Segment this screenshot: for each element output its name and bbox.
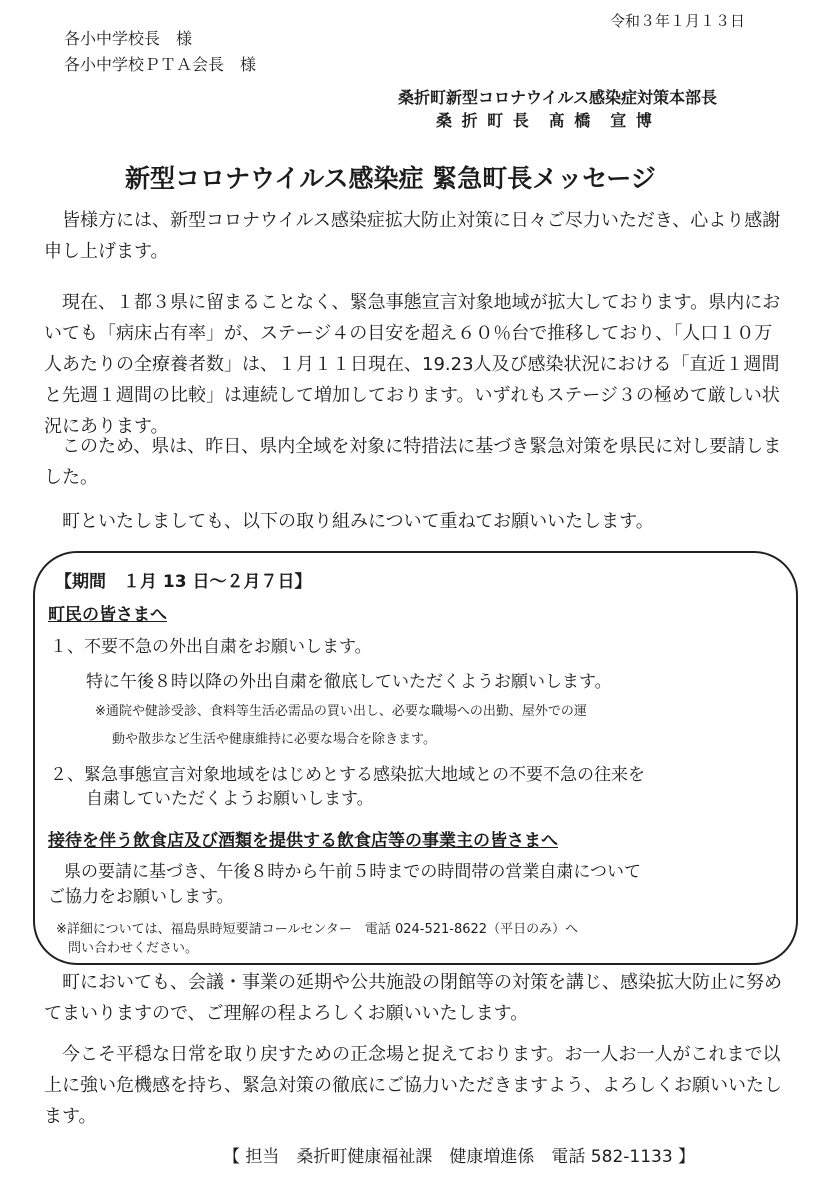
paragraph-town-request: 町といたしましても、以下の取り組みについて重ねてお願いいたします。 bbox=[62, 511, 654, 532]
business-note-cont: 問い合わせください。 bbox=[68, 941, 199, 956]
business-heading: 接待を伴う飲食店及び酒類を提供する飲食店等の事業主の皆さまへ bbox=[48, 831, 558, 851]
contact-info: 【 担当 桑折町健康福祉課 健康増進係 電話 582-1133 】 bbox=[223, 1147, 696, 1167]
paragraph-closing: 今こそ平穏な日常を取り戻すための正念場と捉えております。お一人お一人がこれまで以上に強い危機感を持ち、緊急対策の徹底にご協力いただきますよう、よろしくお願いいたします。 bbox=[44, 1044, 782, 1127]
sender-name: 桑 折 町 長 髙 橋 宣 博 bbox=[436, 111, 654, 130]
paragraph-gratitude: 皆様方には、新型コロナウイルス感染症拡大防止対策に日々ご尽力いただき、心より感謝申し上げます。 bbox=[44, 210, 781, 262]
document-title: 新型コロナウイルス感染症 緊急町長メッセージ bbox=[125, 164, 656, 193]
request-item-2-cont: 自粛していただくようお願いします。 bbox=[86, 789, 374, 809]
period-label: 【期間 １月 13 日～２月７日】 bbox=[55, 572, 312, 592]
sender-organization: 桑折町新型コロナウイルス感染症対策本部長 bbox=[398, 88, 718, 107]
paragraph-prefecture-request: このため、県は、昨日、県内全域を対象に特措法に基づき緊急対策を県民に対し要請しました。 bbox=[44, 436, 782, 488]
business-request: 県の要請に基づき、午後８時から午前５時までの時間帯の営業自粛について bbox=[64, 862, 641, 882]
recipient-pta: 各小中学校ＰＴＡ会長 様 bbox=[64, 55, 257, 74]
request-item-1: １、不要不急の外出自粛をお願いします。 bbox=[50, 637, 372, 657]
request-item-1-detail: 特に午後８時以降の外出自粛を徹底していただくようお願いします。 bbox=[86, 672, 612, 692]
request-item-1-note-cont: 動や散歩など生活や健康維持に必要な場合を除きます。 bbox=[112, 732, 436, 747]
paragraph-town-measures: 町においても、会議・事業の延期や公共施設の閉館等の対策を講じ、感染拡大防止に努めてまいりますので、ご理解の程よろしくお願いいたします。 bbox=[44, 972, 782, 1024]
business-request-cont: ご協力をお願いします。 bbox=[48, 887, 234, 907]
request-item-2: ２、緊急事態宣言対象地域をはじめとする感染拡大地域との不要不急の往来を bbox=[50, 765, 645, 785]
paragraph-situation: 現在、１都３県に留まることなく、緊急事態宣言対象地域が拡大しております。県内においても「病床占有率」が、ステージ４の目安を超え６０％台で推移しており、「人口１０万人あたりの全療養者数」は、１月１１日現在、19.23人及び感染状況における「直近１週間と先週１週間の比較」は連続して増加しております。いずれもステージ３の極めて厳しい状況にあります。 bbox=[44, 292, 781, 437]
request-item-1-note: ※通院や健診受診、食料等生活必需品の買い出し、必要な職場への出勤、屋外での運 bbox=[95, 704, 587, 719]
recipient-principals: 各小中学校長 様 bbox=[64, 29, 193, 48]
residents-heading: 町民の皆さまへ bbox=[48, 605, 167, 625]
document-date: 令和３年１月１３日 bbox=[610, 12, 746, 30]
business-note: ※詳細については、福島県時短要請コールセンター 電話 024-521-8622（平日のみ）へ bbox=[56, 922, 579, 937]
